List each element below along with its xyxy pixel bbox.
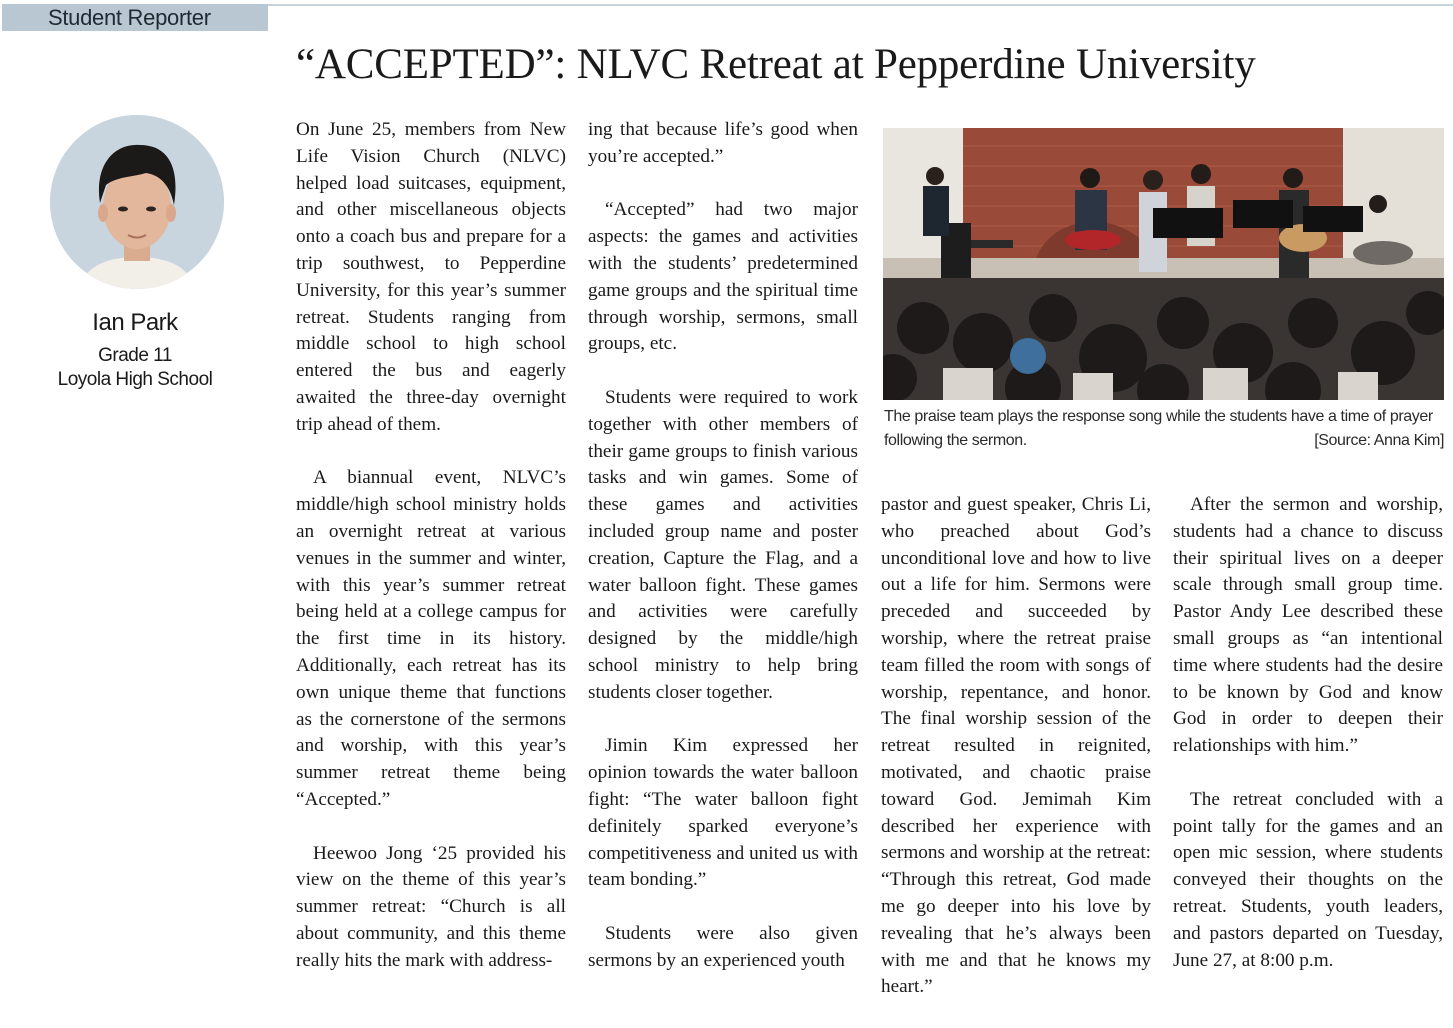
- article-paragraph: Heewoo Jong ‘25 provided his view on the theme of this year’s summer retreat: “Church is all about community, and this theme really hits the mark with address-: [296, 842, 566, 971]
- article-paragraph: After the sermon and worship, students had a chance to discuss their spiritual lives on a deeper scale through small group time. Pastor Andy Lee described these small groups as “an intentional time where students had the desire to be known by God and know God in order to deepen their relationships with him.”: [1173, 494, 1443, 757]
- article-paragraph: “Accepted” had two major aspects: the games and activities with the students’ predetermined game groups and the spiritual time through worship, sermons, small groups, etc.: [588, 199, 858, 355]
- article-paragraph: The retreat concluded with a point tally for the games and an open mic session, where students conveyed their thoughts on the retreat. Students, youth leaders, and pastors departed on Tuesday, June 27, at 8:00 p.m.: [1173, 788, 1443, 971]
- photo-caption: [884, 405, 1444, 453]
- praise-team-photo: [883, 128, 1444, 400]
- article-headline: “ACCEPTED”: NLVC Retreat at Pepperdine University: [296, 41, 1256, 88]
- author-name: Ian Park: [92, 309, 178, 336]
- author-school: Loyola High School: [57, 369, 213, 390]
- author-grade: Grade 11: [98, 345, 172, 366]
- article-column-1: [296, 117, 566, 1001]
- section-tag: Student Reporter: [2, 4, 268, 31]
- photo-credit: [Source: Anna Kim]: [1314, 432, 1444, 449]
- article-column-4: [1173, 492, 1443, 1001]
- article-paragraph: On June 25, members from New Life Vision Church (NLVC) helped load suitcases, equipment, and other miscellaneous objects onto a coach bus and prepare for a trip southwest, to Pepperdine University, for this year’s summer retreat. Students ranging from middle school to high school entered the bus and eagerly awaited the three-day overnight trip ahead of them.: [296, 119, 566, 435]
- article-column-3: [881, 492, 1151, 1028]
- article-paragraph: ing that because life’s good when you’re accepted.”: [588, 119, 858, 167]
- article-paragraph: Jimin Kim expressed her opinion towards the water balloon fight: “The water balloon fight definitely sparked everyone’s competitiveness and united us with team bonding.”: [588, 735, 858, 891]
- article-paragraph: Students were also given sermons by an experienced youth: [588, 922, 858, 971]
- article-paragraph: Students were required to work together with other members of their game groups to finish various tasks and win games. Some of these games and activities included group name and poster creation, Capture the Flag, and a water balloon fight. These games and activities were carefully designed by the middle/high school ministry to help bring students closer together.: [588, 386, 858, 703]
- article-column-2: [588, 117, 858, 1001]
- header-rule: [268, 4, 1453, 6]
- article-paragraph: A biannual event, NLVC’s middle/high school ministry holds an overnight retreat at various venues in the summer and winter, with this year’s summer retreat being held at a college campus for the first time in its history. Additionally, each retreat has its own unique theme that functions as the cornerstone of the sermons and worship, with this year’s summer retreat theme being “Accepted.”: [296, 467, 566, 810]
- photo-caption-text: The praise team plays the response song while the students have a time of prayer following the sermon.: [884, 408, 1433, 449]
- article-paragraph: pastor and guest speaker, Chris Li, who preached about God’s unconditional love and how to live out a life for him. Sermons were preceded and succeeded by worship, where the retreat praise team filled the room with songs of worship, repentance, and honor. The final worship session of the retreat resulted in reignited, motivated, and chaotic praise toward God. Jemimah Kim described her experience with sermons and worship at the retreat: “Through this retreat, God made me go deeper into his love by revealing that he’s always been with me and that he knows my heart.”: [881, 494, 1151, 998]
- author-photo: [50, 115, 224, 289]
